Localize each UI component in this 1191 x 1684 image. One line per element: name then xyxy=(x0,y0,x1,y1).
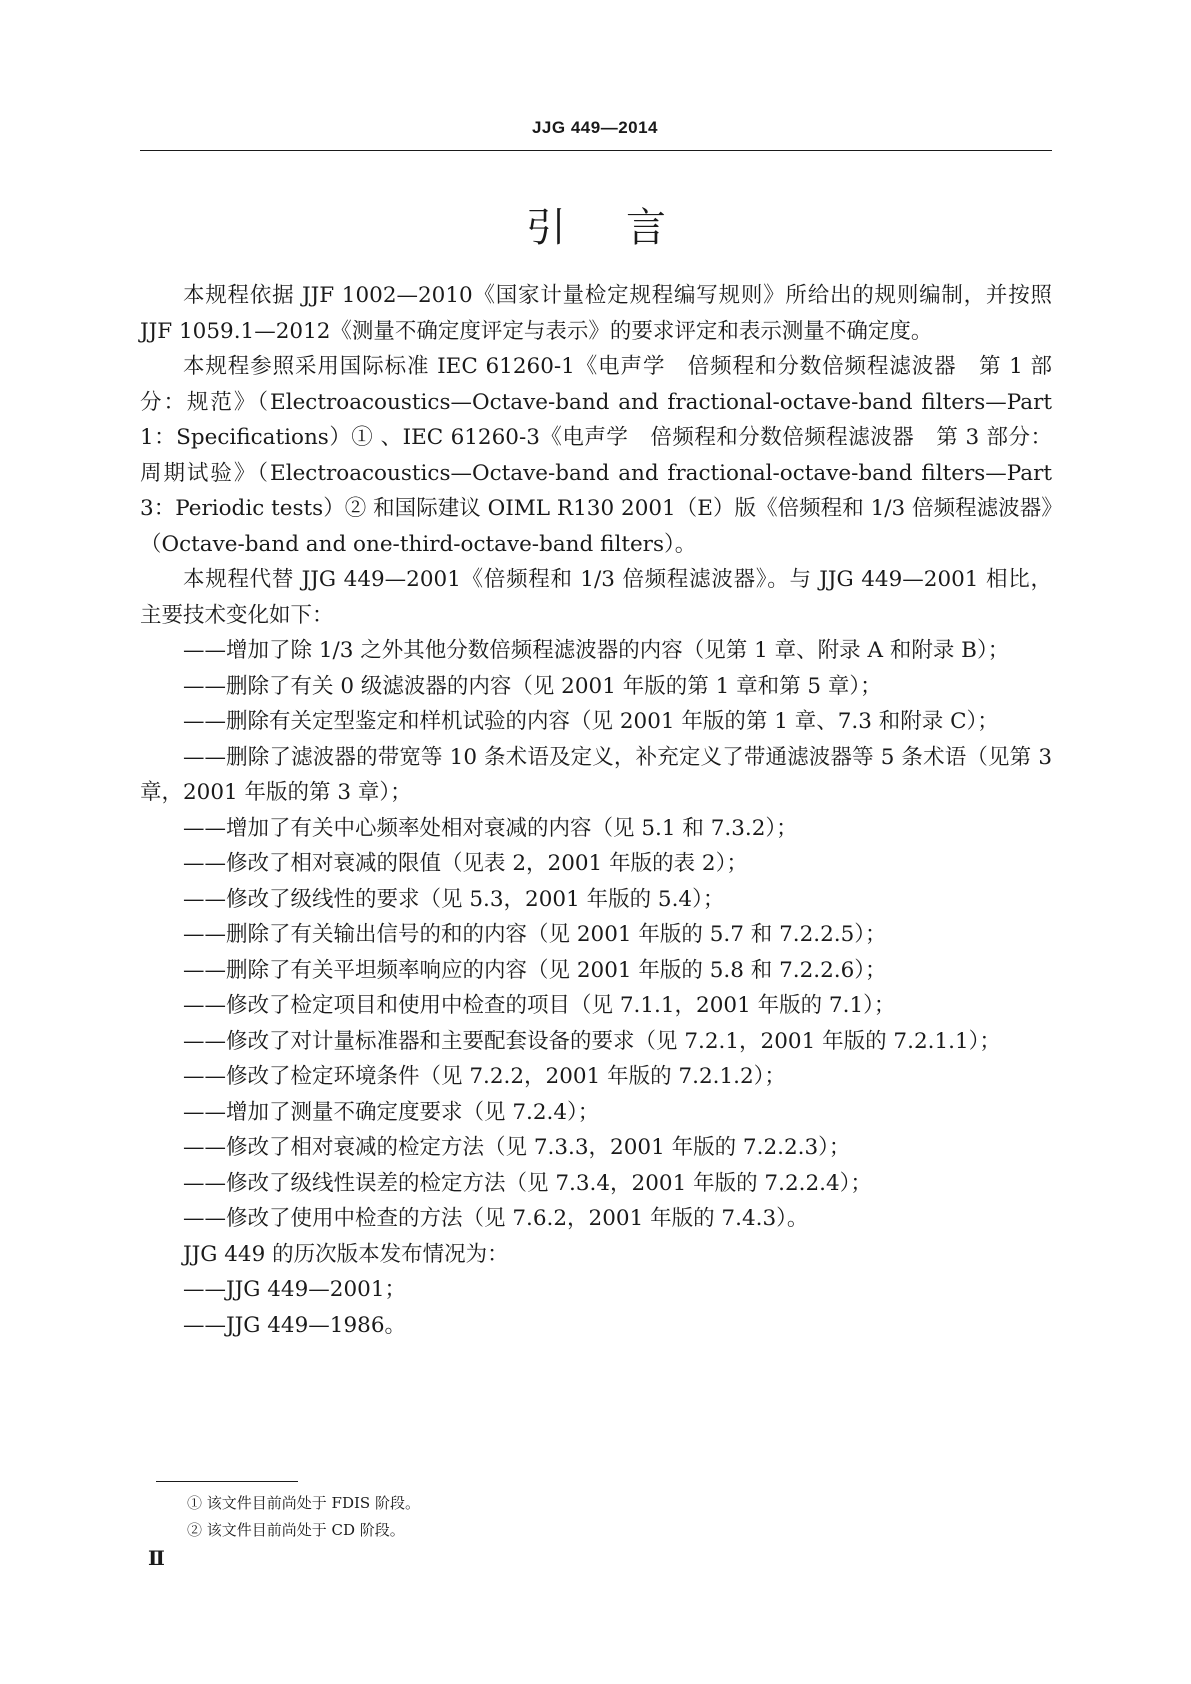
list-item: ——删除了有关 0 级滤波器的内容（见 2001 年版的第 1 章和第 5 章）； xyxy=(183,673,882,699)
history-version: ——JJG 449—1986。 xyxy=(183,1312,406,1338)
list-item: ——增加了测量不确定度要求（见 7.2.4）； xyxy=(183,1099,600,1125)
list-item: ——修改了级线性误差的检定方法（见 7.3.4，2001 年版的 7.2.2.4）； xyxy=(183,1170,872,1196)
list-item: ——增加了有关中心频率处相对衰减的内容（见 5.1 和 7.3.2）； xyxy=(183,815,798,841)
paragraph-basis: 本规程依据 JJF 1002—2010《国家计量检定规程编写规则》所给出的规则编制，并按照 JJF 1059.1—2012《测量不确定度评定与表示》的要求评定和表示测量不确定度。 xyxy=(140,283,1052,344)
footnotes xyxy=(187,1490,420,1544)
list-item: ——删除了有关平坦频率响应的内容（见 2001 年版的 5.8 和 7.2.2.6）； xyxy=(183,957,887,983)
running-header: JJG 449—2014 xyxy=(531,118,659,137)
list-item: ——删除了有关输出信号的和的内容（见 2001 年版的 5.7 和 7.2.2.5）； xyxy=(183,922,887,947)
page-number: Ⅱ xyxy=(148,1546,165,1570)
list-item: ——修改了级线性的要求（见 5.3，2001 年版的 5.4）； xyxy=(183,886,725,912)
header-rule xyxy=(140,150,1052,151)
list-item: ——增加了除 1/3 之外其他分数倍频程滤波器的内容（见第 1 章、附录 A 和附录 B）； xyxy=(183,638,1010,663)
list-item: ——修改了检定环境条件（见 7.2.2，2001 年版的 7.2.1.2）； xyxy=(183,1064,786,1089)
history-intro: JJG 449 的历次版本发布情况为： xyxy=(183,1241,509,1267)
paragraph-references: 本规程参照采用国际标准 IEC 61260-1《电声学 倍频程和分数倍频程滤波器 第 1 部分：规范》（Electroacoustics—Octave-band and fractional-octave-band filters—Part 1：Specifications）① 、IEC 61260-3《电声学 倍频程和分数倍频程滤波器 第 3 部分：周期试验》（Electroacoustics—Octave-band and fractional-octave-band filters—Part 3：Periodic tests）② 和国际建议 OIML R130 2001（E）版《倍频程和 1/3 倍频程滤波器》（Octave-band and one-third-octave-band filters）。 xyxy=(140,354,1052,557)
list-item: ——修改了相对衰减的限值（见表 2，2001 年版的表 2）； xyxy=(183,851,748,876)
footnote-rule xyxy=(156,1481,298,1482)
list-item: ——修改了使用中检查的方法（见 7.6.2，2001 年版的 7.4.3）。 xyxy=(183,1206,809,1231)
page-title: 引言 xyxy=(526,205,726,251)
paragraph-replaces: 本规程代替 JJG 449—2001《倍频程和 1/3 倍频程滤波器》。与 JJG 449—2001 相比，主要技术变化如下： xyxy=(140,567,1052,628)
footnote-1: ① 该文件目前尚处于 FDIS 阶段。 xyxy=(187,1494,420,1512)
history-version: ——JJG 449—2001； xyxy=(183,1277,406,1302)
footnote-2: ② 该文件目前尚处于 CD 阶段。 xyxy=(187,1521,405,1539)
list-item: ——修改了检定项目和使用中检查的项目（见 7.1.1，2001 年版的 7.1）； xyxy=(183,993,896,1018)
list-item: ——删除了滤波器的带宽等 10 条术语及定义，补充定义了带通滤波器等 5 条术语（见第 3 章，2001 年版的第 3 章）； xyxy=(140,744,1052,805)
list-item: ——修改了对计量标准器和主要配套设备的要求（见 7.2.1，2001 年版的 7.2.1.1）； xyxy=(183,1028,1001,1054)
list-item: ——删除有关定型鉴定和样机试验的内容（见 2001 年版的第 1 章、7.3 和附录 C）； xyxy=(183,709,999,734)
list-item: ——修改了相对衰减的检定方法（见 7.3.3，2001 年版的 7.2.2.3）； xyxy=(183,1135,851,1160)
body-text xyxy=(140,278,1052,1343)
